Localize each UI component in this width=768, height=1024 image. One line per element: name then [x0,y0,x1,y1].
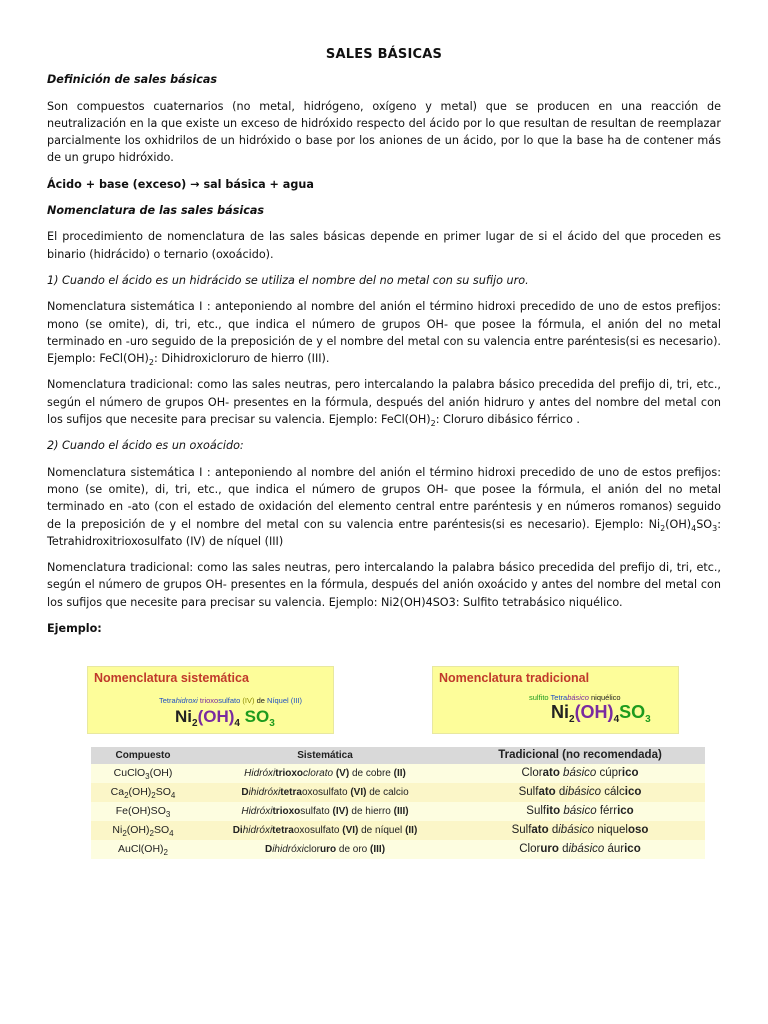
table-row [91,783,705,802]
header-compuesto: Compuesto [91,747,195,764]
traditional-cell: Sulfato dibásico cálcico [455,783,705,802]
trad-sub-basico: básico [567,693,589,702]
page-title: SALES BÁSICAS [325,47,443,62]
case1-traditional-sub: 2 [430,419,436,429]
traditional-box [432,666,679,734]
traditional-box-title: Nomenclatura tradicional [439,671,590,685]
sub-metal: Níquel (III) [267,696,303,705]
compound-cell: CuClO$_3$(OH) [91,764,195,783]
case1-traditional-paragraph [47,376,721,428]
case2-systematic-oh: (OH) [665,517,692,531]
header-sistematica: Sistemática [195,747,455,764]
formula-so: SO [239,707,270,726]
traditional-cell: Sulfito básico férrico [455,802,705,821]
sub-hidroxi: hidroxi [175,696,198,705]
table-row [91,840,705,859]
header-tradicional: Tradicional (no recomendada) [455,747,705,764]
sub-valence: (IV) [240,696,255,705]
case2-systematic-so: SO [696,517,713,531]
trad-sub-metal: niquélico [588,693,621,702]
sub-sulfato: sulfato [218,696,241,705]
equation-left: Ácido + base (exceso) [47,177,187,191]
systematic-box-title: Nomenclatura sistemática [94,671,249,685]
case2-systematic-sub3: 3 [712,523,718,533]
compound-cell: $AuCl(OH)_2$ [91,840,195,859]
case1-traditional-text: Nomenclatura tradicional: como las sales neutras, pero intercalando la palabra básico precedida del prefijo di, tri, etc., según el número de grupos OH- presentes en la fórmula, después del anión hidruro y antes del nombre del metal con los sufijos que necesite para precisar su valencia. Ejemplo: FeCl(OH) [47,378,721,427]
definition-paragraph: Son compuestos cuaternarios (no metal, hidrógeno, oxígeno y metal) que se producen en una reacción de neutralización en la que existe un exceso de hidróxido respecto del ácido por lo que resultan de resultan de reemplazar parcialmente los oxhidrilos de un hidróxido o base por los aniones de un ácido, por lo que la base ha de contener más de un grupo hidróxido. [47,99,721,165]
systematic-formula [175,707,275,729]
case1-heading: 1) Cuando el ácido es un hidrácido se utiliza el nombre del no metal con su sufijo uro. [47,273,529,287]
trad-formula-so: SO [619,702,646,722]
systematic-cell: Dihidróxicloruro de oro (III) [195,840,455,859]
case1-systematic-text: Nomenclatura sistemática I : anteponiendo al nombre del anión el término hidroxi precedido de uno de estos prefijos: mono (se omite), di, tri, etc., que indica el número de grupos OH- que posee la fórmula, el anión del no metal terminado en -uro seguido de la preposición de y el nombre del metal con su valencia entre paréntesis(si es necesario). Ejemplo: FeCl(OH) [47,300,721,366]
sub-prefix: Tetra [159,696,176,705]
trad-formula-oh: (OH) [574,702,614,722]
definition-heading: Definición de sales básicas [47,73,218,87]
formula-sub2: 2 [192,718,198,729]
trad-formula-sub2: 2 [569,714,575,725]
comparison-table [91,747,705,859]
trad-formula-ni: Ni [551,702,569,722]
equation-line [47,176,721,193]
compound-cell: $Ni_2(OH)_2SO_4$ [91,821,195,840]
sub-de: de [254,696,268,705]
trad-formula-sub3: 3 [645,714,651,725]
case2-systematic-sub1: 2 [660,523,666,533]
case2-systematic-tail: : Tetrahidroxitrioxosulfato (IV) de níquel (III) [47,517,721,548]
trad-sub-sulfito: sulfito [529,693,549,702]
case2-traditional-paragraph: Nomenclatura tradicional: como las sales neutras, pero intercalando la palabra básico precedida del prefijo di, tri, etc., según el número de grupos OH- presentes en la fórmula, después del anión oxoácido y antes del nombre del metal con los sufijos que necesite para precisar su valencia. Ejemplo: Ni2(OH)4SO3: Sulfito tetrabásico niquélico. [47,561,721,609]
formula-sub3: 3 [269,718,275,729]
table-row [91,802,705,821]
nomenclature-heading: Nomenclatura de las sales básicas [47,204,265,218]
formula-ni: Ni [175,707,192,726]
traditional-formula [551,702,651,725]
trad-formula-sub4: 4 [613,714,620,725]
traditional-cell: Cloruro dibásico áurico [455,840,705,859]
trad-sub-tetra: Tetra [548,693,568,702]
compound-cell: $Ca_2(OH)_2SO_4$ [91,783,195,802]
case1-systematic-sub: 2 [148,358,155,368]
table-header-row [91,747,705,764]
systematic-cell: Dihidróxitetraoxosulfato (VI) de níquel (II) [195,821,455,840]
example-label: Ejemplo: [47,622,102,636]
document-page [47,46,721,858]
case1-systematic-paragraph [47,298,721,367]
case1-traditional-tail: : Cloruro dibásico férrico . [435,413,580,427]
sub-trioxo: trioxo [197,696,219,705]
case2-systematic-paragraph [47,464,721,550]
case2-heading: 2) Cuando el ácido es un oxoácido: [47,439,244,453]
compound-cell: $Fe(OH)SO_3$ [91,802,195,821]
table-row [91,764,705,783]
table-row [91,821,705,840]
systematic-box [87,666,334,734]
equation-right: sal básica + agua [203,177,314,191]
traditional-cell: Clorato básico cúprico [455,764,705,783]
systematic-cell: Hidróxitrioxosulfato (IV) de hierro (III) [195,802,455,821]
systematic-cell: Hidróxitrioxoclorato (V) de cobre (II) [195,764,455,783]
systematic-cell: Dihidróxitetraoxosulfato (VI) de calcio [195,783,455,802]
formula-oh: (OH) [197,707,235,726]
formula-sub4: 4 [234,718,240,729]
case2-systematic-text: Nomenclatura sistemática I : anteponiendo al nombre del anión el término hidroxi precedido de uno de estos prefijos: mono (se omite), di, tri, etc., que indica el número de grupos OH- que posee la fórmula, el anión del no metal terminado en -ato (con el estado de oxidación del elemento central entre paréntesis y en números romanos) seguido de la preposición de y el nombre del metal con su valencia entre paréntesis(si es necesario). Ejemplo: Ni [47,465,721,531]
arrow-icon: → [190,177,200,191]
case2-systematic-sub2: 4 [691,523,697,533]
nomenclature-paragraph: El procedimiento de nomenclatura de las sales básicas depende en primer lugar de si el ácido del que proceden es binario (hidrácido) o ternario (oxoácido). [47,230,721,261]
traditional-cell: Sulfato dibásico niqueloso [455,821,705,840]
case1-systematic-tail: : Dihidroxicloruro de hierro (III). [154,352,330,366]
